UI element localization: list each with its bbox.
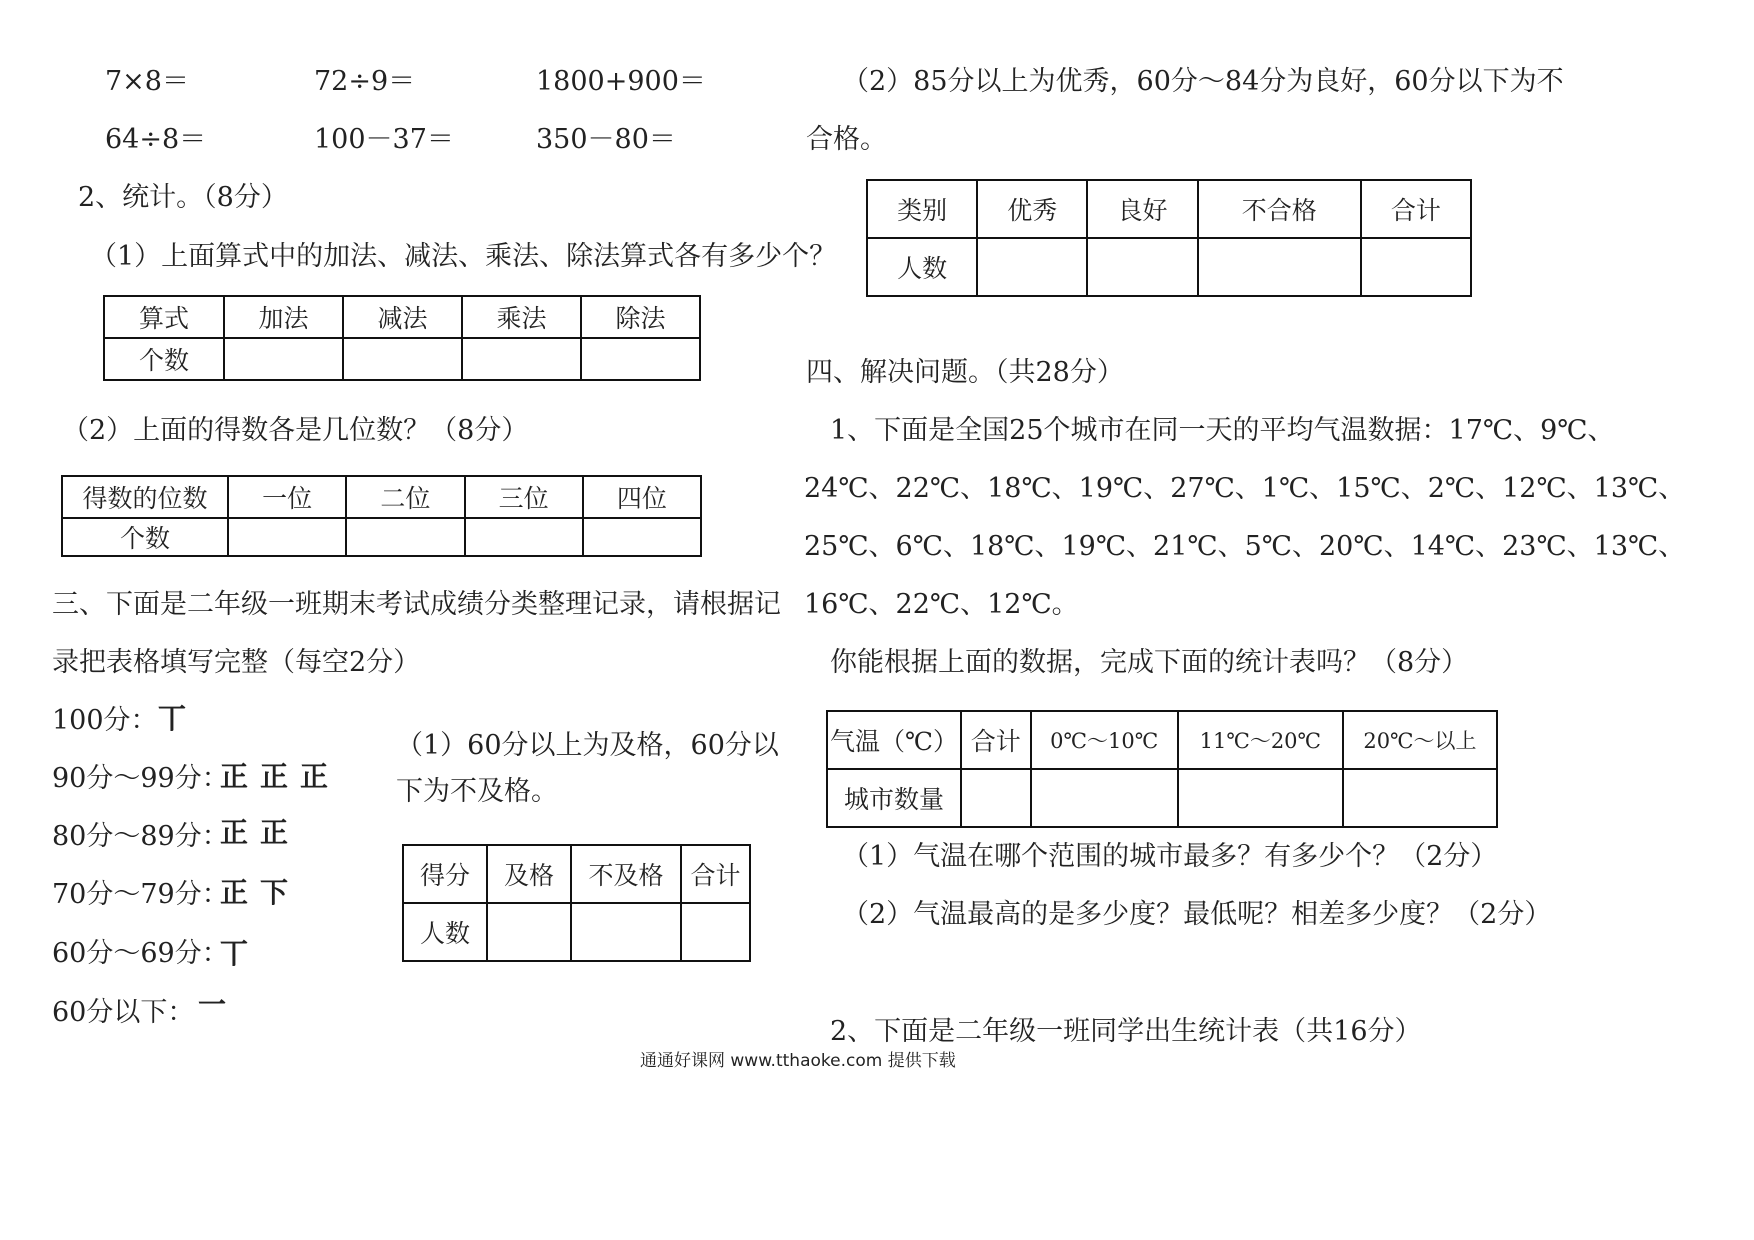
answer-cell[interactable]: [1087, 238, 1197, 296]
table-header-cell: 及格: [487, 845, 571, 903]
answer-cell[interactable]: [571, 903, 681, 961]
table-header-cell: 良好: [1087, 180, 1197, 238]
calc-3: 1800+900＝: [536, 66, 706, 97]
score-label: 90分～99分：: [52, 763, 229, 794]
temperature-data-line: 25℃、6℃、18℃、19℃、21℃、5℃、20℃、14℃、23℃、13℃、: [804, 531, 1686, 562]
answer-cell[interactable]: [465, 518, 583, 556]
table-header-cell: 0℃～10℃: [1031, 711, 1178, 769]
calc-4: 64÷8＝: [105, 124, 207, 155]
table-header-cell: 合计: [681, 845, 750, 903]
answer-cell[interactable]: [1178, 769, 1343, 827]
table-header-cell: 二位: [346, 476, 464, 518]
answer-cell[interactable]: [1031, 769, 1178, 827]
table-header-cell: 三位: [465, 476, 583, 518]
answer-cell[interactable]: [462, 338, 581, 380]
answer-cell[interactable]: [228, 518, 346, 556]
table-header-cell: 减法: [343, 296, 462, 338]
tally-mark: 正下: [220, 876, 301, 909]
table-header-cell: 11℃～20℃: [1178, 711, 1343, 769]
grade-question-cont: 合格。: [806, 124, 887, 155]
grade-table: [866, 179, 1472, 297]
tally-mark: 丅: [158, 702, 199, 735]
calc-1: 7×8＝: [105, 66, 189, 97]
table-header-cell: 算式: [104, 296, 224, 338]
sub-question-2: （2）气温最高的是多少度？最低呢？相差多少度？（2分）: [842, 899, 1552, 930]
calc-5: 100－37＝: [314, 124, 454, 155]
footer-source: 通通好课网 www.tthaoke.com 提供下载: [640, 1051, 956, 1071]
tally-mark: 丅: [220, 937, 261, 970]
table-header-cell: 类别: [867, 180, 977, 238]
answer-cell[interactable]: [961, 769, 1031, 827]
table-header-cell: 得分: [403, 845, 487, 903]
table-header-cell: 不及格: [571, 845, 681, 903]
ops-count-table: [103, 295, 701, 381]
answer-cell[interactable]: [1198, 238, 1361, 296]
table-header-cell: 加法: [224, 296, 343, 338]
tally-mark: 正正: [220, 816, 301, 849]
score-label: 70分～79分：: [52, 879, 229, 910]
table-header-cell: 不合格: [1198, 180, 1361, 238]
tally-mark: 一: [198, 988, 239, 1021]
table-header-cell: 优秀: [977, 180, 1087, 238]
section-3-title: 三、下面是二年级一班期末考试成绩分类整理记录，请根据记: [52, 589, 781, 620]
stat-title: 2、统计。（8分）: [78, 182, 288, 213]
temperature-data-line: 1、下面是全国25个城市在同一天的平均气温数据：17℃、9℃、: [830, 415, 1615, 446]
question-digit-count: （2）上面的得数各是几位数？（8分）: [62, 415, 529, 446]
temperature-data-line: 16℃、22℃、12℃。: [804, 589, 1079, 620]
table-header-cell: 合计: [1361, 180, 1471, 238]
row-label-cell: 个数: [62, 518, 228, 556]
table-header-cell: 得数的位数: [62, 476, 228, 518]
section-3-title-cont: 录把表格填写完整（每空2分）: [52, 647, 421, 678]
grade-question: （2）85分以上为优秀，60分～84分为良好，60分以下为不: [842, 66, 1564, 97]
sub-question-1: （1）气温在哪个范围的城市最多？有多少个？（2分）: [842, 841, 1498, 872]
answer-cell[interactable]: [977, 238, 1087, 296]
score-label: 60分以下：: [52, 997, 195, 1028]
table-header-cell: 乘法: [462, 296, 581, 338]
row-label-cell: 个数: [104, 338, 224, 380]
answer-cell[interactable]: [1343, 769, 1497, 827]
answer-cell[interactable]: [224, 338, 343, 380]
table-header-cell: 四位: [583, 476, 701, 518]
table-header-cell: 气温（℃）: [827, 711, 961, 769]
pass-question: （1）60分以上为及格，60分以: [396, 730, 779, 761]
temperature-table: [826, 710, 1498, 828]
calc-6: 350－80＝: [536, 124, 676, 155]
answer-cell[interactable]: [1361, 238, 1471, 296]
temperature-question: 你能根据上面的数据，完成下面的统计表吗？（8分）: [830, 647, 1469, 678]
answer-cell[interactable]: [583, 518, 701, 556]
table-header-cell: 一位: [228, 476, 346, 518]
digit-count-table: [61, 475, 702, 557]
answer-cell[interactable]: [343, 338, 462, 380]
row-label-cell: 人数: [867, 238, 977, 296]
score-label: 100分：: [52, 705, 158, 736]
answer-cell[interactable]: [681, 903, 750, 961]
score-label: 80分～89分：: [52, 821, 229, 852]
table-header-cell: 除法: [581, 296, 700, 338]
table-header-cell: 20℃～以上: [1343, 711, 1497, 769]
calc-2: 72÷9＝: [314, 66, 416, 97]
pass-fail-table: [402, 844, 751, 962]
answer-cell[interactable]: [487, 903, 571, 961]
section-4-title: 四、解决问题。（共28分）: [806, 357, 1124, 388]
question-2-title: 2、下面是二年级一班同学出生统计表（共16分）: [830, 1016, 1422, 1047]
row-label-cell: 人数: [403, 903, 487, 961]
tally-mark: 正正正: [220, 760, 341, 793]
row-label-cell: 城市数量: [827, 769, 961, 827]
pass-question-cont: 下为不及格。: [396, 776, 558, 807]
answer-cell[interactable]: [581, 338, 700, 380]
question-ops-count: （1）上面算式中的加法、减法、乘法、除法算式各有多少个？: [90, 241, 837, 272]
temperature-data-line: 24℃、22℃、18℃、19℃、27℃、1℃、15℃、2℃、12℃、13℃、: [804, 473, 1686, 504]
score-label: 60分～69分：: [52, 938, 229, 969]
answer-cell[interactable]: [346, 518, 464, 556]
table-header-cell: 合计: [961, 711, 1031, 769]
